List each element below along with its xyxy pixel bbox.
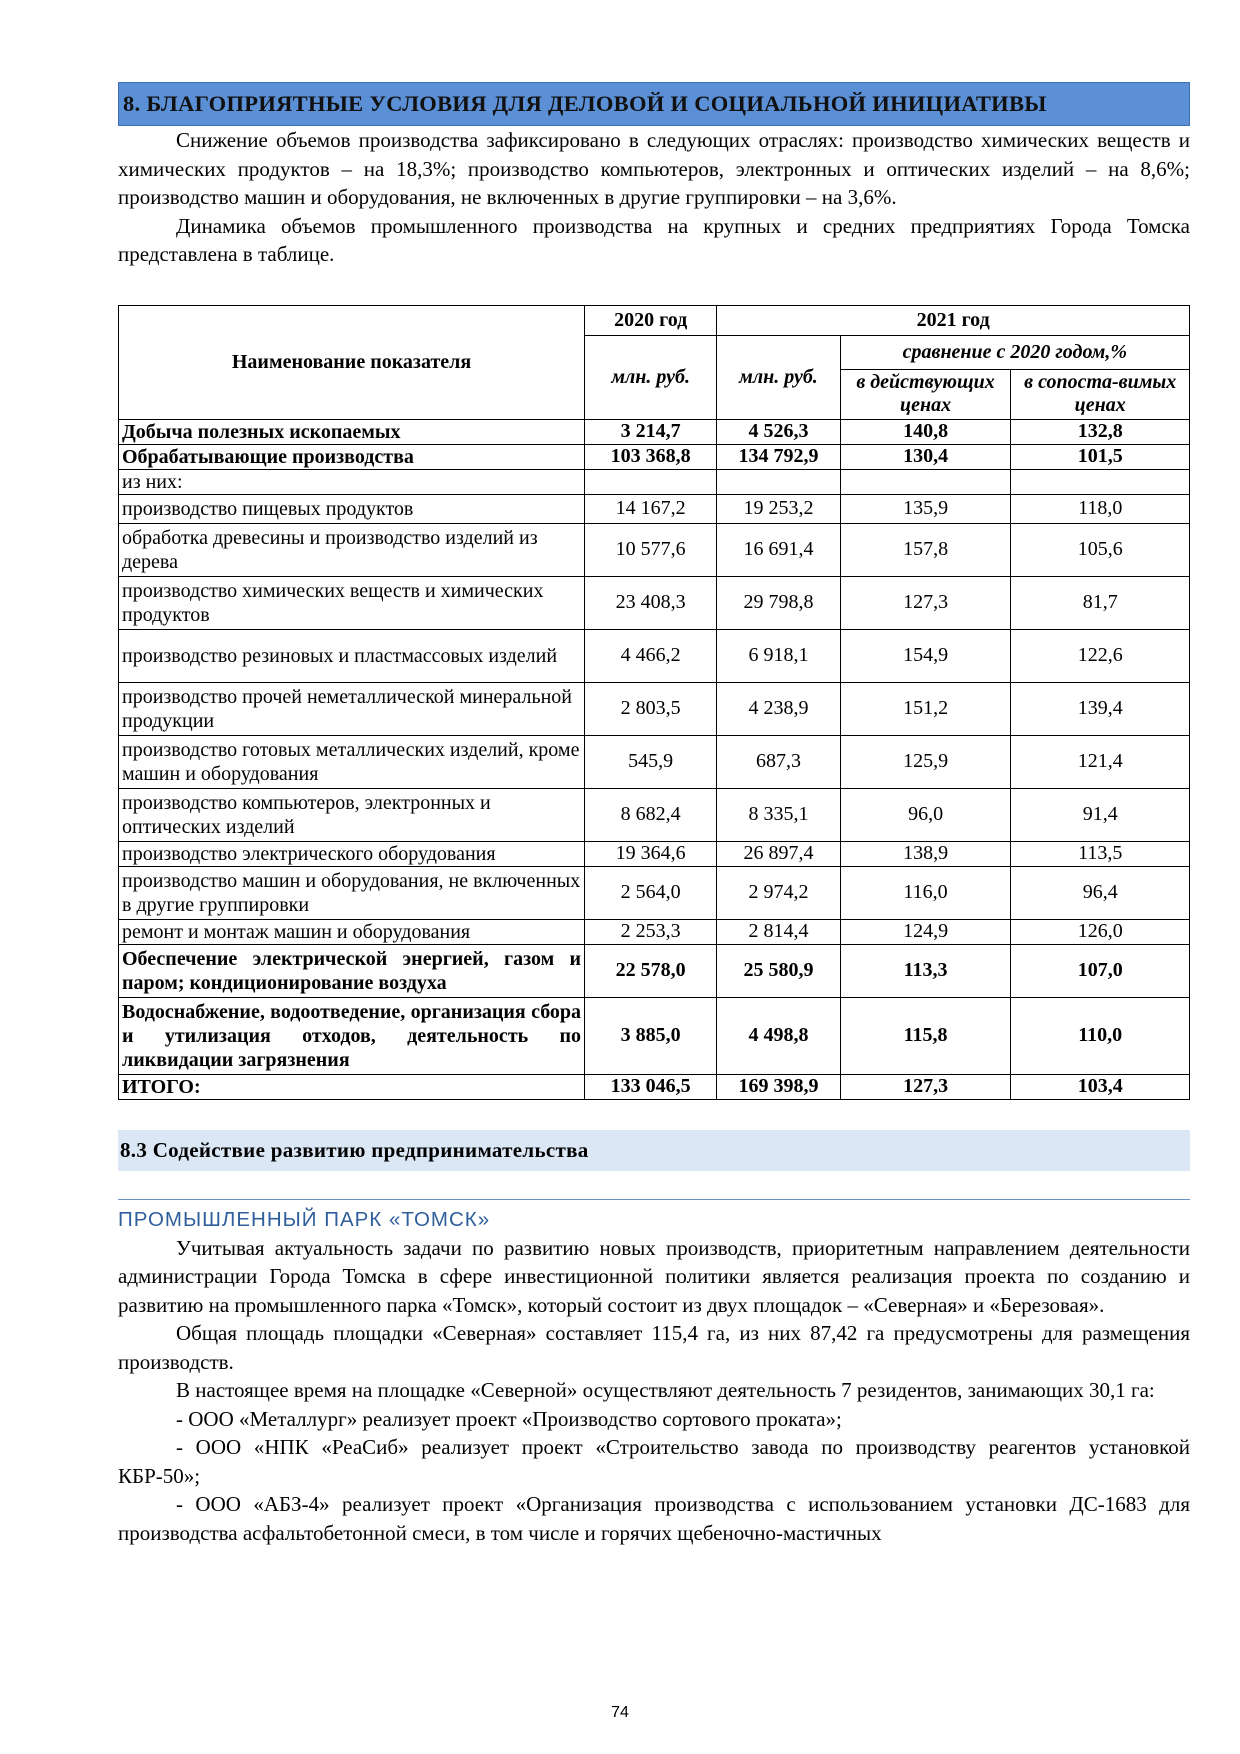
header-comparison: сравнение с 2020 годом,% xyxy=(840,335,1189,369)
park-list-item-1: - ООО «Металлург» реализует проект «Производство сортового проката»; xyxy=(176,1406,842,1431)
value-2021: 2 814,4 xyxy=(717,919,840,944)
value-current-prices: 138,9 xyxy=(840,841,1011,866)
value-2021 xyxy=(717,469,840,494)
value-current-prices: 154,9 xyxy=(840,629,1011,682)
value-2021: 8 335,1 xyxy=(717,788,840,841)
intro-paragraph-1: Снижение объемов производства зафиксировано в следующих отраслях: производство химических веществ и химических продуктов – на 18,3%; производство компьютеров, электронных и оптических изделий – на 8,6%; производство машин и оборудования, не включенных в другие группировки – на 3,6%. xyxy=(118,128,1190,209)
value-2020: 3 885,0 xyxy=(585,997,717,1074)
value-comparable-prices: 107,0 xyxy=(1011,944,1190,997)
table-row-total xyxy=(119,1074,1190,1099)
park-paragraph-3: В настоящее время на площадке «Северной» осуществляют деятельность 7 резидентов, занимающих 30,1 га: xyxy=(176,1378,1155,1402)
value-comparable-prices: 126,0 xyxy=(1011,919,1190,944)
row-name: Добыча полезных ископаемых xyxy=(119,419,585,444)
value-comparable-prices: 132,8 xyxy=(1011,419,1190,444)
page-content xyxy=(118,82,1190,1547)
header-comparable-prices: в сопоста-вимых ценах xyxy=(1011,369,1190,419)
section-title-banner xyxy=(118,82,1190,126)
row-name: производство резиновых и пластмассовых изделий xyxy=(119,629,585,682)
table-row xyxy=(119,629,1190,682)
table-row xyxy=(119,919,1190,944)
table-row xyxy=(119,866,1190,919)
value-current-prices: 127,3 xyxy=(840,576,1011,629)
park-paragraph-2: Общая площадь площадки «Северная» составляет 115,4 га, из них 87,42 га предусмотрены для размещения производств. xyxy=(118,1321,1190,1374)
value-current-prices xyxy=(840,469,1011,494)
table-row xyxy=(119,841,1190,866)
value-2021: 19 253,2 xyxy=(717,494,840,523)
value-comparable-prices: 139,4 xyxy=(1011,682,1190,735)
value-2020: 3 214,7 xyxy=(585,419,717,444)
value-2021: 16 691,4 xyxy=(717,523,840,576)
row-name: производство электрического оборудования xyxy=(119,841,585,866)
value-current-prices: 113,3 xyxy=(840,944,1011,997)
park-list-item-2: - ООО «НПК «РеаСиб» реализует проект «Строительство завода по производству реагентов установкой КБР-50»; xyxy=(118,1435,1190,1488)
value-2020: 2 803,5 xyxy=(585,682,717,735)
value-current-prices: 140,8 xyxy=(840,419,1011,444)
value-current-prices: 116,0 xyxy=(840,866,1011,919)
table-row xyxy=(119,444,1190,469)
value-2021: 134 792,9 xyxy=(717,444,840,469)
value-current-prices: 96,0 xyxy=(840,788,1011,841)
subsection-title: 8.3 Содействие развитию предпринимательства xyxy=(120,1137,589,1162)
value-comparable-prices: 118,0 xyxy=(1011,494,1190,523)
header-year-2020: 2020 год xyxy=(585,305,717,335)
row-name: производство прочей неметаллической минеральной продукции xyxy=(119,682,585,735)
value-current-prices: 124,9 xyxy=(840,919,1011,944)
table-row xyxy=(119,576,1190,629)
value-current-prices: 127,3 xyxy=(840,1074,1011,1099)
value-2020: 103 368,8 xyxy=(585,444,717,469)
park-paragraph-1: Учитывая актуальность задачи по развитию новых производств, приоритетным направлением деятельности администрации Города Томска в сфере инвестиционной политики является реализация проекта по созданию и развитию на промышленного парка «Томск», который состоит из двух площадок – «Северная» и «Березовая». xyxy=(118,1235,1190,1317)
row-name: Водоснабжение, водоотведение, организация сбора и утилизация отходов, деятельность по ликвидации загрязнения xyxy=(119,997,585,1074)
value-2021: 169 398,9 xyxy=(717,1074,840,1099)
table-row xyxy=(119,419,1190,444)
value-2020: 4 466,2 xyxy=(585,629,717,682)
value-2020: 23 408,3 xyxy=(585,576,717,629)
subsection-title-banner xyxy=(118,1130,1190,1171)
value-2020: 22 578,0 xyxy=(585,944,717,997)
value-2021: 4 526,3 xyxy=(717,419,840,444)
value-2021: 25 580,9 xyxy=(717,944,840,997)
value-2020: 19 364,6 xyxy=(585,841,717,866)
section-title: 8. БЛАГОПРИЯТНЫЕ УСЛОВИЯ ДЛЯ ДЕЛОВОЙ И СОЦИАЛЬНОЙ ИНИЦИАТИВЫ xyxy=(123,91,1047,116)
table-row xyxy=(119,735,1190,788)
value-2020: 545,9 xyxy=(585,735,717,788)
production-table xyxy=(118,305,1190,1100)
table-row xyxy=(119,682,1190,735)
value-2020: 2 253,3 xyxy=(585,919,717,944)
row-name: производство химических веществ и химических продуктов xyxy=(119,576,585,629)
value-comparable-prices xyxy=(1011,469,1190,494)
value-current-prices: 130,4 xyxy=(840,444,1011,469)
value-comparable-prices: 81,7 xyxy=(1011,576,1190,629)
value-2021: 29 798,8 xyxy=(717,576,840,629)
header-unit-2020: млн. руб. xyxy=(585,335,717,419)
row-name: производство пищевых продуктов xyxy=(119,494,585,523)
value-2020: 10 577,6 xyxy=(585,523,717,576)
value-2021: 4 498,8 xyxy=(717,997,840,1074)
value-comparable-prices: 121,4 xyxy=(1011,735,1190,788)
table-row xyxy=(119,523,1190,576)
row-name: обработка древесины и производство изделий из дерева xyxy=(119,523,585,576)
table-row xyxy=(119,788,1190,841)
value-2020 xyxy=(585,469,717,494)
value-comparable-prices: 103,4 xyxy=(1011,1074,1190,1099)
value-current-prices: 125,9 xyxy=(840,735,1011,788)
table-row xyxy=(119,469,1190,494)
value-current-prices: 135,9 xyxy=(840,494,1011,523)
header-unit-2021: млн. руб. xyxy=(717,335,840,419)
row-name: из них: xyxy=(119,469,585,494)
header-current-prices: в действующих ценах xyxy=(840,369,1011,419)
value-current-prices: 151,2 xyxy=(840,682,1011,735)
value-current-prices: 115,8 xyxy=(840,997,1011,1074)
table-row xyxy=(119,997,1190,1074)
value-2021: 687,3 xyxy=(717,735,840,788)
page-number: 74 xyxy=(611,1704,629,1721)
value-comparable-prices: 113,5 xyxy=(1011,841,1190,866)
value-2021: 26 897,4 xyxy=(717,841,840,866)
row-name: ремонт и монтаж машин и оборудования xyxy=(119,919,585,944)
row-name: производство компьютеров, электронных и оптических изделий xyxy=(119,788,585,841)
header-year-2021: 2021 год xyxy=(717,305,1190,335)
table-row xyxy=(119,944,1190,997)
park-heading: ПРОМЫШЛЕННЫЙ ПАРК «ТОМСК» xyxy=(118,1199,1190,1232)
value-2021: 6 918,1 xyxy=(717,629,840,682)
value-2020: 8 682,4 xyxy=(585,788,717,841)
value-2020: 133 046,5 xyxy=(585,1074,717,1099)
value-2021: 2 974,2 xyxy=(717,866,840,919)
table-row xyxy=(119,494,1190,523)
header-indicator-name: Наименование показателя xyxy=(119,305,585,419)
value-2020: 2 564,0 xyxy=(585,866,717,919)
intro-paragraph-2: Динамика объемов промышленного производства на крупных и средних предприятиях Города Томска представлена в таблице. xyxy=(118,213,1190,266)
row-name: производство машин и оборудования, не включенных в другие группировки xyxy=(119,866,585,919)
value-2021: 4 238,9 xyxy=(717,682,840,735)
value-comparable-prices: 122,6 xyxy=(1011,629,1190,682)
row-name: Обеспечение электрической энергией, газом и паром; кондиционирование воздуха xyxy=(119,944,585,997)
value-comparable-prices: 105,6 xyxy=(1011,523,1190,576)
value-comparable-prices: 96,4 xyxy=(1011,866,1190,919)
value-comparable-prices: 110,0 xyxy=(1011,997,1190,1074)
value-current-prices: 157,8 xyxy=(840,523,1011,576)
value-comparable-prices: 101,5 xyxy=(1011,444,1190,469)
value-2020: 14 167,2 xyxy=(585,494,717,523)
park-list-item-3: - ООО «АБЗ-4» реализует проект «Организация производства с использованием установки ДС-1683 для производства асфальтобетонной смеси, в том числе и горячих щебеночно-мастичных xyxy=(118,1492,1190,1545)
value-comparable-prices: 91,4 xyxy=(1011,788,1190,841)
row-name: ИТОГО: xyxy=(119,1074,585,1099)
row-name: Обрабатывающие производства xyxy=(119,444,585,469)
row-name: производство готовых металлических изделий, кроме машин и оборудования xyxy=(119,735,585,788)
